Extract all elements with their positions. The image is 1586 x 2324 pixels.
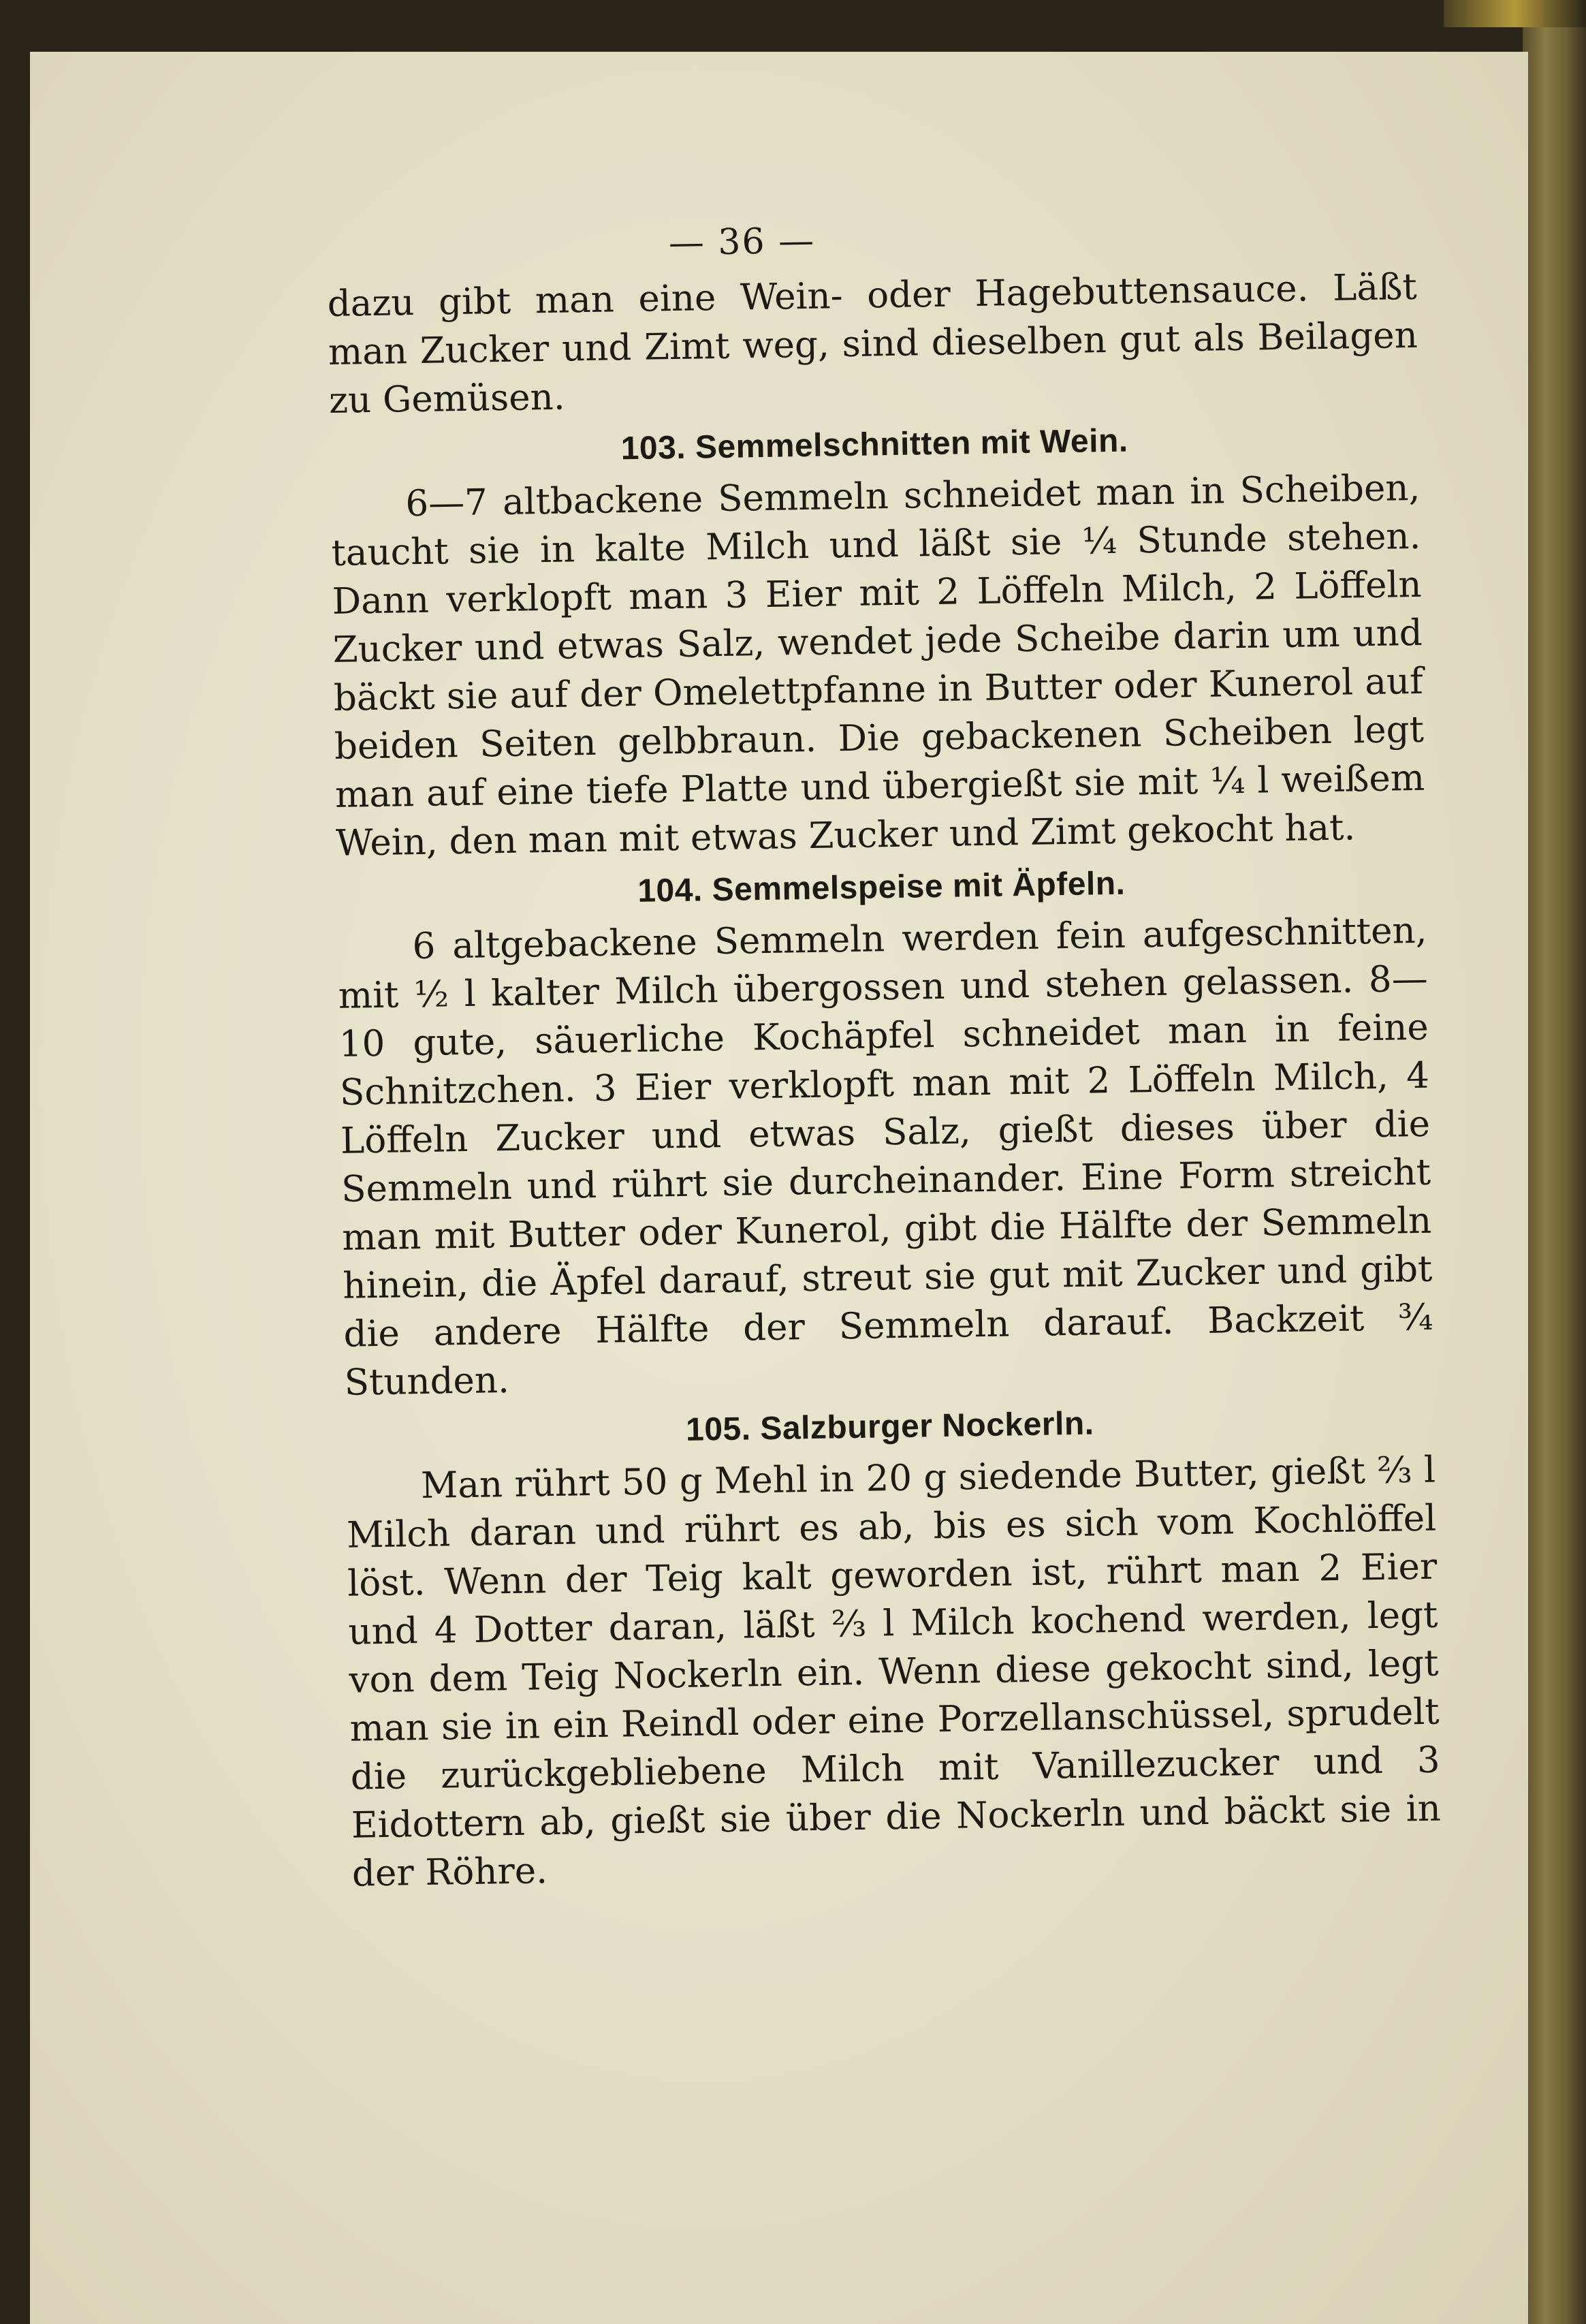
recipe-105-title: 105. Salzburger Nockerln. [685, 1405, 1094, 1448]
recipe-104-text: 6 altgebackene Semmeln werden fein aufgeschnitten, mit ½ l kalter Milch übergossen und stehen gelassen. 8—10 gute, säuerliche Kochäpfel schneidet man in feine Schnitzchen. 3 Eier verklopft man mit 2 Löffeln Milch, 4 Löffeln Zucker und etwas Salz, gießt dieses über die Semmeln und rührt sie durcheinander. Eine Form streicht man mit Butter oder Kunerol, gibt die Hälfte der Semmeln hinein, die Äpfel darauf, streut sie gut mit Zucker und gibt die andere Hälfte der Semmeln darauf. Backzeit ¾ Stunden. [338, 909, 1433, 1404]
page-number: — 36 — [668, 220, 816, 264]
recipe-103-title: 103. Semmelschnitten mit Wein. [620, 422, 1129, 467]
recipe-103-text: 6—7 altbackene Semmeln schneidet man in Scheiben, taucht sie in kalte Milch und läßt sie ¼ Stunde stehen. Dann verklopft man 3 Eier mit 2 Löffeln Milch, 2 Löffeln Zucker und etwas Salz, wendet jede Scheibe darin um und bäckt sie auf der Omelettpfanne in Butter oder Kunerol auf beiden Seiten gelbbraun. Die gebackenen Scheiben legt man auf eine tiefe Platte und übergießt sie mit ¼ l weißem Wein, den man mit etwas Zucker und Zimt gekocht hat. [331, 467, 1425, 864]
recipe-105-text: Man rührt 50 g Mehl in 20 g siedende Butter, gießt ⅔ l Milch daran und rührt es ab, bis es sich vom Kochlöffel löst. Wenn der Teig kalt geworden ist, rührt man 2 Eier und 4 Dotter daran, läßt ⅔ l Milch kochend werden, legt von dem Teig Nockerln ein. Wenn diese gekocht sind, legt man sie in ein Reindl oder eine Porzellanschüssel, sprudelt die zurückgebliebene Milch mit Vanillezucker und 3 Eidottern ab, gießt sie über die Nockerln und bäckt sie in der Röhre. [346, 1449, 1442, 1895]
recipe-104-title: 104. Semmelspeise mit Äpfeln. [637, 865, 1126, 909]
intro-paragraph: dazu gibt man eine Wein- oder Hagebuttensauce. Läßt man Zucker und Zimt weg, sind dieselben gut als Beilagen zu Gemüsen. [327, 266, 1418, 422]
page-text [326, 208, 1442, 1898]
book-edge-top [1444, 0, 1586, 27]
book-spine [1523, 27, 1586, 2324]
